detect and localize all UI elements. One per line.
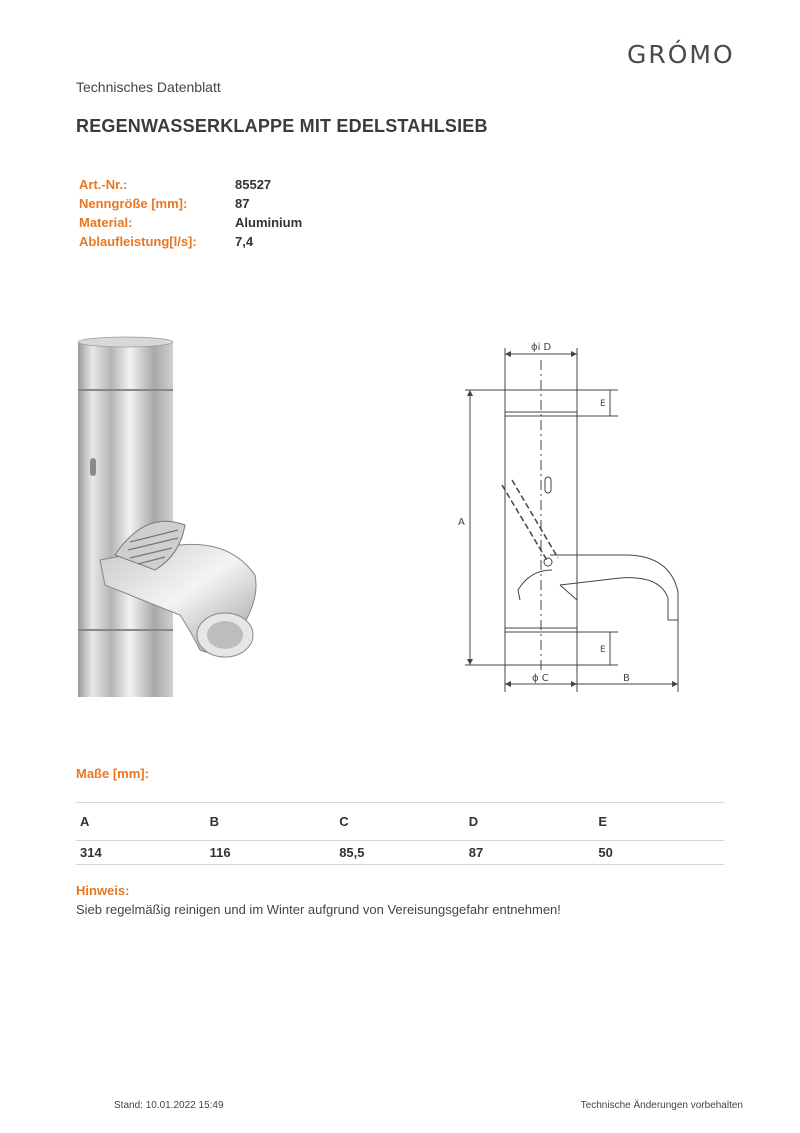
table-cell-b: 116: [206, 841, 336, 865]
spec-row-article: [79, 175, 302, 194]
spec-value: 87: [235, 196, 250, 211]
spec-label: Art.-Nr.:: [79, 177, 128, 192]
table-row: [76, 841, 724, 865]
dimensions-table: [76, 802, 724, 865]
table-cell-d: 87: [465, 841, 595, 865]
footer-disclaimer: Technische Änderungen vorbehalten: [580, 1100, 743, 1111]
table-cell-e: 50: [594, 841, 724, 865]
table-header-e: E: [594, 803, 724, 841]
spec-value: 85527: [235, 177, 272, 192]
spec-list: [79, 175, 302, 251]
note-label: Hinweis:: [76, 883, 130, 898]
technical-drawing: [440, 330, 700, 710]
spec-label: Ablaufleistung[l/s]:: [79, 234, 197, 249]
brand-logo: [627, 40, 767, 72]
drawing-label-e-bottom: E: [600, 645, 606, 655]
spec-value: 7,4: [235, 234, 254, 249]
product-photo: [60, 330, 290, 705]
dimensions-label: Maße [mm]:: [76, 766, 149, 781]
table-header-a: A: [76, 803, 206, 841]
drawing-label-a: A: [458, 517, 465, 528]
drawing-label-b: B: [623, 673, 630, 684]
drawing-label-e-top: E: [600, 399, 606, 409]
product-title: REGENWASSERKLAPPE MIT EDELSTAHLSIEB: [76, 116, 488, 136]
table-header-c: C: [335, 803, 465, 841]
table-header-row: [76, 803, 724, 841]
spec-label: Nenngröße [mm]:: [79, 196, 188, 211]
spec-value: Aluminium: [235, 215, 303, 230]
spec-label: Material:: [79, 215, 133, 230]
footer-date: Stand: 10.01.2022 15:49: [114, 1100, 224, 1111]
spec-row-flow: [79, 232, 302, 251]
table-cell-a: 314: [76, 841, 206, 865]
table-header-b: B: [206, 803, 336, 841]
document-type: Technisches Datenblatt: [76, 79, 221, 95]
brand-logo-text: GRÓMO: [627, 40, 735, 69]
table-cell-c: 85,5: [335, 841, 465, 865]
table-header-d: D: [465, 803, 595, 841]
note-text: Sieb regelmäßig reinigen und im Winter aufgrund von Vereisungsgefahr entnehmen!: [76, 902, 561, 917]
drawing-label-c: ϕ C: [532, 673, 549, 684]
spec-row-material: [79, 213, 302, 232]
spec-row-size: [79, 194, 302, 213]
drawing-label-d: ϕi D: [531, 342, 552, 353]
